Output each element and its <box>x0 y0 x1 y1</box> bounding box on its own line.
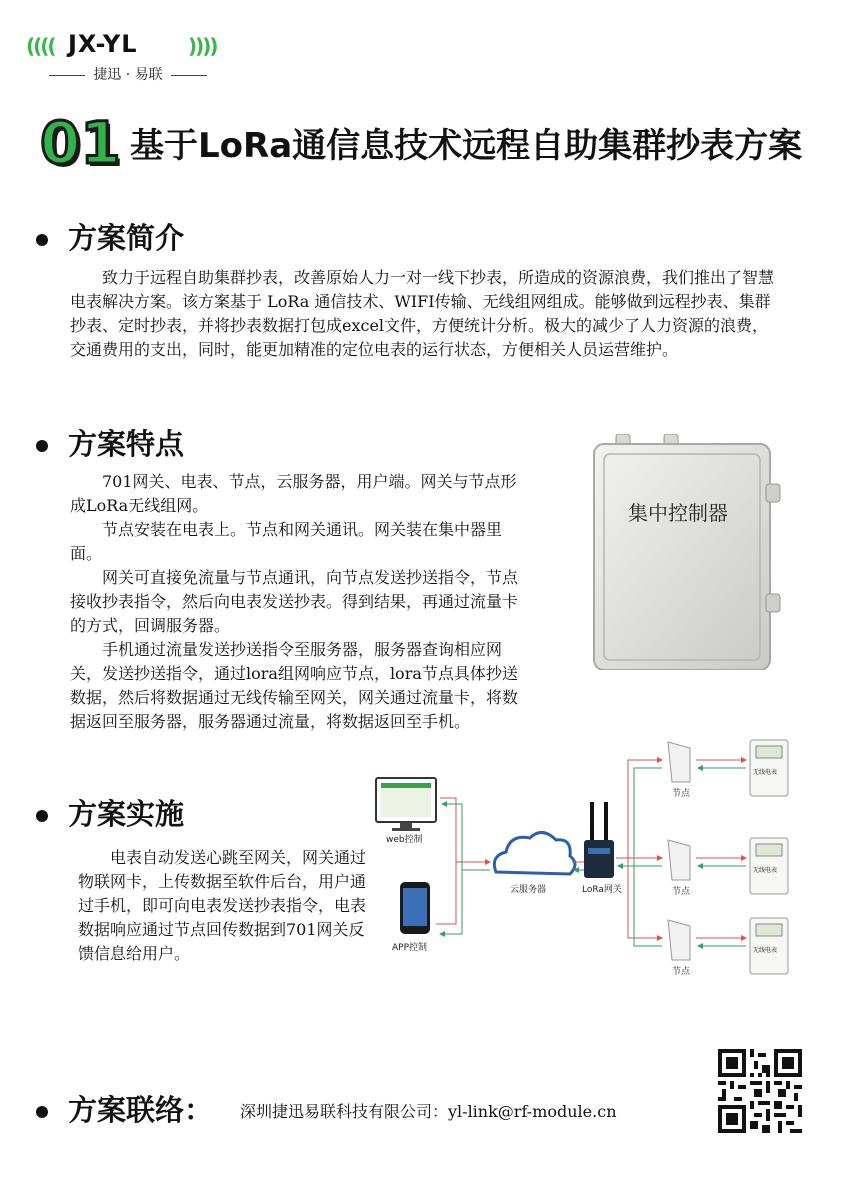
intro-text: 致力于远程自助集群抄表，改善原始人力一对一线下抄表，所造成的资源浪费，我们推出了智慧电表解决方案。该方案基于 LoRa 通信技术、WIFI传输、无线组网组成。能够做到远程抄表、集群抄表、定时抄表，并将抄表数据打包成excel文件，方便统计分析。极大的减少了人力资源的浪费，交通费用的支出，同时，能更加精准的定位电表的运行状态，方便相关人员运营维护。 <box>70 268 775 359</box>
meter-icon <box>750 918 788 974</box>
node-label: 节点 <box>672 967 691 977</box>
implementation-text: 电表自动发送心跳至网关，网关通过物联网卡，上传数据至软件后台，用户通过手机，即可向电表发送抄表指令，电表数据响应通过节点回传数据到701网关反馈信息给用户。 <box>78 848 367 963</box>
logo-brand: JX-YL <box>68 30 138 58</box>
system-diagram <box>372 738 812 984</box>
bullet-dot <box>36 440 48 452</box>
section-heading-features: 方案特点 <box>36 422 184 463</box>
qr-code-image <box>718 1049 802 1133</box>
bullet-dot <box>36 810 48 822</box>
gateway-icon <box>584 802 614 878</box>
app-label: APP控制 <box>392 943 428 953</box>
features-paragraph: 网关可直接免流量与节点通讯，向节点发送抄送指令，节点接收抄表指令，然后向电表发送抄表。得到结果，再通过流量卡的方式，回调服务器。 <box>70 568 519 635</box>
contact-text: 深圳捷迅易联科技有限公司：yl-link@rf-module.cn <box>240 1102 617 1121</box>
section-heading-intro: 方案简介 <box>36 216 184 257</box>
section-heading-contact: 方案联络： <box>36 1088 213 1129</box>
logo-waves-right: )))) <box>188 34 217 58</box>
features-paragraph: 手机通过流量发送抄送指令至服务器，服务器查询相应网关，发送抄送指令，通过lora组网响应节点，lora节点具体抄送数据，然后将数据通过无线传输至网关，网关通过流量卡，将数据返回至服务器，服务器通过流量，将数据返回至手机。 <box>70 640 519 731</box>
meter-label: 无线电表 <box>753 867 778 874</box>
page-title: 基于LoRa通信息技术远程自助集群抄表方案 <box>130 126 803 166</box>
node-icon <box>668 742 690 782</box>
node-icon <box>668 920 690 960</box>
meter-icon <box>750 838 788 894</box>
controller-label: 集中控制器 <box>628 501 728 525</box>
section-heading-implementation: 方案实施 <box>36 792 184 833</box>
cloud-icon <box>494 832 575 874</box>
web-label: web控制 <box>386 835 423 845</box>
logo-waves-left: (((( <box>26 34 55 58</box>
title-number: 01 <box>40 109 121 177</box>
meter-icon <box>750 740 788 796</box>
node-label: 节点 <box>672 789 691 799</box>
gateway-label: LoRa网关 <box>582 885 622 895</box>
controller-box-image <box>586 434 782 670</box>
node-label: 节点 <box>672 887 691 897</box>
features-paragraph: 节点安装在电表上。节点和网关通讯。网关装在集中器里面。 <box>70 520 503 563</box>
company-logo <box>22 28 234 84</box>
phone-icon <box>400 882 430 934</box>
node-icon <box>668 840 690 880</box>
cloud-label: 云服务器 <box>510 885 547 895</box>
monitor-icon <box>376 778 436 831</box>
meter-label: 无线电表 <box>753 769 778 776</box>
meter-label: 无线电表 <box>753 947 778 954</box>
logo-subtitle: 捷迅 · 易联 <box>22 64 234 84</box>
features-paragraph: 701网关、电表、节点，云服务器，用户端。网关与节点形成LoRa无线组网。 <box>70 472 517 515</box>
bullet-dot <box>36 234 48 246</box>
features-text <box>70 470 528 734</box>
bullet-dot <box>36 1106 48 1118</box>
